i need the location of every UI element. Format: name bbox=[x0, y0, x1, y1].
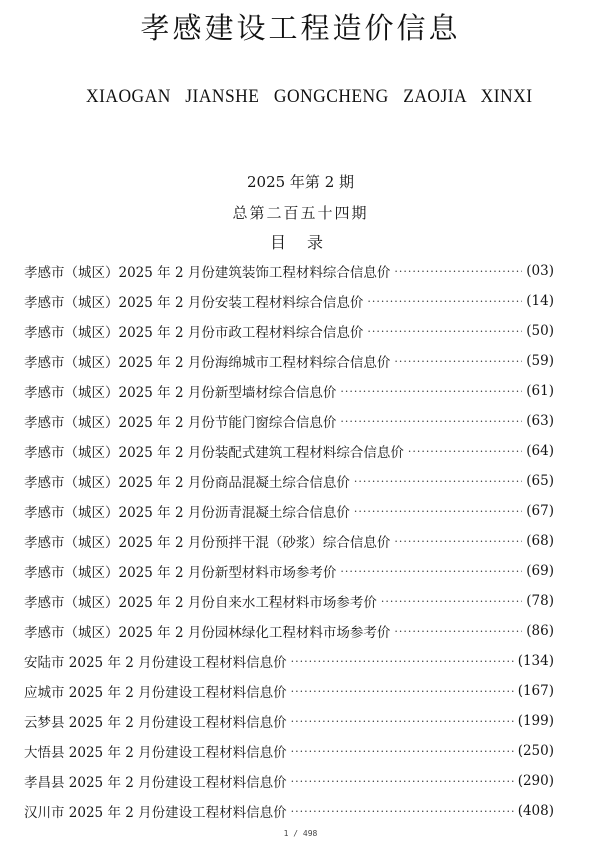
issue-total-number: 总第二百五十四期 bbox=[232, 204, 369, 222]
toc-entry-label: 应城市 2025 年 2 月份建设工程材料信息价 bbox=[24, 685, 287, 701]
toc-entry[interactable] bbox=[24, 376, 554, 406]
toc-entry[interactable] bbox=[24, 736, 554, 766]
toc-entry-label: 孝感市（城区）2025 年 2 月份商品混凝土综合信息价 bbox=[24, 475, 350, 491]
toc-leader-dots bbox=[367, 296, 522, 307]
toc-entry-label: 孝昌县 2025 年 2 月份建设工程材料信息价 bbox=[24, 775, 287, 791]
toc-entry-page: (68) bbox=[526, 533, 554, 549]
toc-entry-label: 孝感市（城区）2025 年 2 月份沥青混凝土综合信息价 bbox=[24, 505, 350, 521]
toc-entry[interactable] bbox=[24, 706, 554, 736]
toc-leader-dots bbox=[340, 566, 522, 577]
toc-entry-label: 孝感市（城区）2025 年 2 月份自来水工程材料市场参考价 bbox=[24, 595, 377, 611]
toc-leader-dots bbox=[291, 806, 514, 817]
toc-leader-dots bbox=[340, 416, 522, 427]
toc-leader-dots bbox=[291, 746, 514, 757]
toc-entry[interactable] bbox=[24, 406, 554, 436]
toc-entry-label: 孝感市（城区）2025 年 2 月份预拌干混（砂浆）综合信息价 bbox=[24, 535, 391, 551]
toc-entry[interactable] bbox=[24, 586, 554, 616]
toc-entry-page: (199) bbox=[517, 713, 554, 729]
toc-entry-page: (61) bbox=[526, 383, 554, 399]
toc-entry-page: (14) bbox=[526, 293, 554, 309]
toc-entry-label: 孝感市（城区）2025 年 2 月份市政工程材料综合信息价 bbox=[24, 325, 364, 341]
toc-entry-label: 孝感市（城区）2025 年 2 月份节能门窗综合信息价 bbox=[24, 415, 337, 431]
document-title: 孝感建设工程造价信息 bbox=[140, 11, 461, 45]
toc-leader-dots bbox=[394, 356, 522, 367]
toc-entry-page: (86) bbox=[526, 623, 554, 639]
toc-entry-label: 汉川市 2025 年 2 月份建设工程材料信息价 bbox=[24, 805, 287, 821]
issue-number: 2025 年第 2 期 bbox=[246, 173, 355, 191]
toc-entry[interactable] bbox=[24, 796, 554, 826]
toc-entry-page: (408) bbox=[517, 803, 554, 819]
toc-entry-label: 孝感市（城区）2025 年 2 月份新型墙材综合信息价 bbox=[24, 385, 337, 401]
toc-entry[interactable] bbox=[24, 346, 554, 376]
toc-entry[interactable] bbox=[24, 646, 554, 676]
toc-entry[interactable] bbox=[24, 676, 554, 706]
toc-entry[interactable] bbox=[24, 286, 554, 316]
toc-entry-label: 孝感市（城区）2025 年 2 月份安装工程材料综合信息价 bbox=[24, 295, 364, 311]
toc-leader-dots bbox=[408, 446, 522, 457]
toc-entry-page: (63) bbox=[526, 413, 554, 429]
toc-entry-label: 孝感市（城区）2025 年 2 月份海绵城市工程材料综合信息价 bbox=[24, 355, 391, 371]
toc-leader-dots bbox=[367, 326, 522, 337]
toc-entry[interactable] bbox=[24, 436, 554, 466]
toc-entry-page: (250) bbox=[517, 743, 554, 759]
toc-leader-dots bbox=[354, 476, 522, 487]
toc-leader-dots bbox=[291, 776, 514, 787]
toc-entry[interactable] bbox=[24, 556, 554, 586]
toc-leader-dots bbox=[394, 266, 522, 277]
toc-entry-label: 孝感市（城区）2025 年 2 月份园林绿化工程材料市场参考价 bbox=[24, 625, 391, 641]
toc-entry-label: 安陆市 2025 年 2 月份建设工程材料信息价 bbox=[24, 655, 287, 671]
toc-leader-dots bbox=[394, 536, 522, 547]
toc-entry-page: (50) bbox=[526, 323, 554, 339]
toc-entry-page: (65) bbox=[526, 473, 554, 489]
toc-entry-page: (290) bbox=[517, 773, 554, 789]
toc-leader-dots bbox=[291, 656, 514, 667]
toc-leader-dots bbox=[340, 386, 522, 397]
toc-entry-label: 孝感市（城区）2025 年 2 月份装配式建筑工程材料综合信息价 bbox=[24, 445, 404, 461]
toc-entry[interactable] bbox=[24, 316, 554, 346]
toc-entry-label: 大悟县 2025 年 2 月份建设工程材料信息价 bbox=[24, 745, 287, 761]
toc-leader-dots bbox=[291, 716, 514, 727]
toc-entry[interactable] bbox=[24, 256, 554, 286]
toc-entry-page: (03) bbox=[526, 263, 554, 279]
toc-entry-page: (64) bbox=[526, 443, 554, 459]
toc-entry-page: (78) bbox=[526, 593, 554, 609]
table-of-contents bbox=[24, 256, 554, 826]
toc-entry-page: (69) bbox=[526, 563, 554, 579]
toc-entry-page: (67) bbox=[526, 503, 554, 519]
toc-entry-label: 孝感市（城区）2025 年 2 月份新型材料市场参考价 bbox=[24, 565, 337, 581]
toc-entry-page: (167) bbox=[517, 683, 554, 699]
toc-entry[interactable] bbox=[24, 496, 554, 526]
page-indicator: 1 / 498 bbox=[283, 829, 318, 838]
toc-entry[interactable] bbox=[24, 526, 554, 556]
toc-leader-dots bbox=[291, 686, 514, 697]
toc-entry-label: 云梦县 2025 年 2 月份建设工程材料信息价 bbox=[24, 715, 287, 731]
toc-leader-dots bbox=[394, 626, 522, 637]
toc-heading: 目 录 bbox=[269, 233, 332, 252]
toc-leader-dots bbox=[381, 596, 522, 607]
toc-entry[interactable] bbox=[24, 466, 554, 496]
document-subtitle-pinyin: XIAOGAN JIANSHE GONGCHENG ZAOJIA XINXI bbox=[86, 86, 533, 107]
toc-entry[interactable] bbox=[24, 766, 554, 796]
toc-entry[interactable] bbox=[24, 616, 554, 646]
toc-entry-page: (134) bbox=[517, 653, 554, 669]
toc-leader-dots bbox=[354, 506, 522, 517]
toc-entry-label: 孝感市（城区）2025 年 2 月份建筑装饰工程材料综合信息价 bbox=[24, 265, 391, 281]
toc-entry-page: (59) bbox=[526, 353, 554, 369]
